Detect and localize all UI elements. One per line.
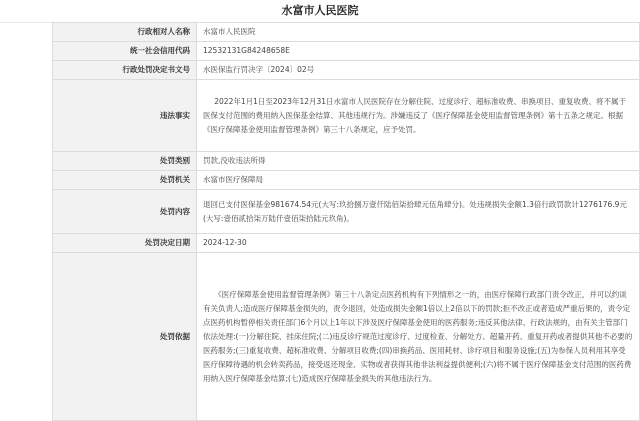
row-label: 处罚依据 xyxy=(53,253,197,421)
table-row xyxy=(53,80,640,152)
row-value xyxy=(197,253,640,421)
violation-facts-text: 2022年1月1日至2023年12月31日水富市人民医院存在分解住院、过度诊疗、超标准收费、串换项目、重复收费、将不属于医保支付范围的费用纳入医保基金结算、其他违规行为。涉嫌违反了《医疗保障基金使用监督管理条例》第十五条之规定。根据《医疗保障基金使用监督管理条例》第三十八条规定，应予处罚。 xyxy=(203,96,627,134)
row-label: 违法事实 xyxy=(53,80,197,152)
row-label: 行政处罚决定书文号 xyxy=(53,61,197,80)
table-row xyxy=(53,171,640,190)
row-value: 水富市医疗保障局 xyxy=(197,171,640,190)
row-value: 退回已支付医保基金981674.54元(大写:玖拾捌万壹仟陆佰柒拾肆元伍角肆分)。处违规损失金额1.3倍行政罚款计1276176.9元(大写:壹佰贰拾柒万陆仟壹佰柒拾陆元玖角)。 xyxy=(197,190,640,234)
page-title: 水富市人民医院 xyxy=(0,0,640,23)
row-label: 处罚机关 xyxy=(53,171,197,190)
penalty-basis-text: 《医疗保障基金使用监督管理条例》第三十八条定点医药机构有下列情形之一的，由医疗保障行政部门责令改正，并可以约谈有关负责人;造成医疗保障基金损失的，责令退回，处造成损失金额1倍以上2倍以下的罚款;拒不改正或者造成严重后果的，责令定点医药机构暂停相关责任部门6个月以上1年以下涉及医疗保障基金使用的医药服务;违反其他法律、行政法规的，由有关主管部门依法处理:(一)分解住院、挂床住院;(二)违反诊疗规范过度诊疗、过度检查、分解处方、超量开药、重复开药或者提供其他不必要的医药服务;(三)重复收费、超标准收费、分解项目收费;(四)串换药品、医用耗材、诊疗项目和服务设施;(五)为参保人员利用其享受医疗保障待遇的机会转卖药品，接受返还现金、实物或者获得其他非法利益提供便利;(六)将不属于医疗保障基金支付范围的医药费用纳入医疗保障基金结算;(七)造成医疗保障基金损失的其他违法行为。 xyxy=(203,289,633,383)
row-label: 处罚内容 xyxy=(53,190,197,234)
row-value: 水富市人民医院 xyxy=(197,23,640,42)
row-label: 统一社会信用代码 xyxy=(53,42,197,61)
row-label: 处罚类别 xyxy=(53,152,197,171)
table-row xyxy=(53,61,640,80)
table-row xyxy=(53,152,640,171)
table-row xyxy=(53,23,640,42)
table-row xyxy=(53,234,640,253)
row-value: 罚款,没收违法所得 xyxy=(197,152,640,171)
row-label: 处罚决定日期 xyxy=(53,234,197,253)
row-value: 水医保监行罚决字〔2024〕02号 xyxy=(197,61,640,80)
row-label: 行政相对人名称 xyxy=(53,23,197,42)
table-row xyxy=(53,42,640,61)
penalty-info-table xyxy=(52,22,640,421)
row-value: 2024-12-30 xyxy=(197,234,640,253)
row-value xyxy=(197,80,640,152)
row-value: 12532131G84248658E xyxy=(197,42,640,61)
table-row xyxy=(53,190,640,234)
table-row xyxy=(53,253,640,421)
